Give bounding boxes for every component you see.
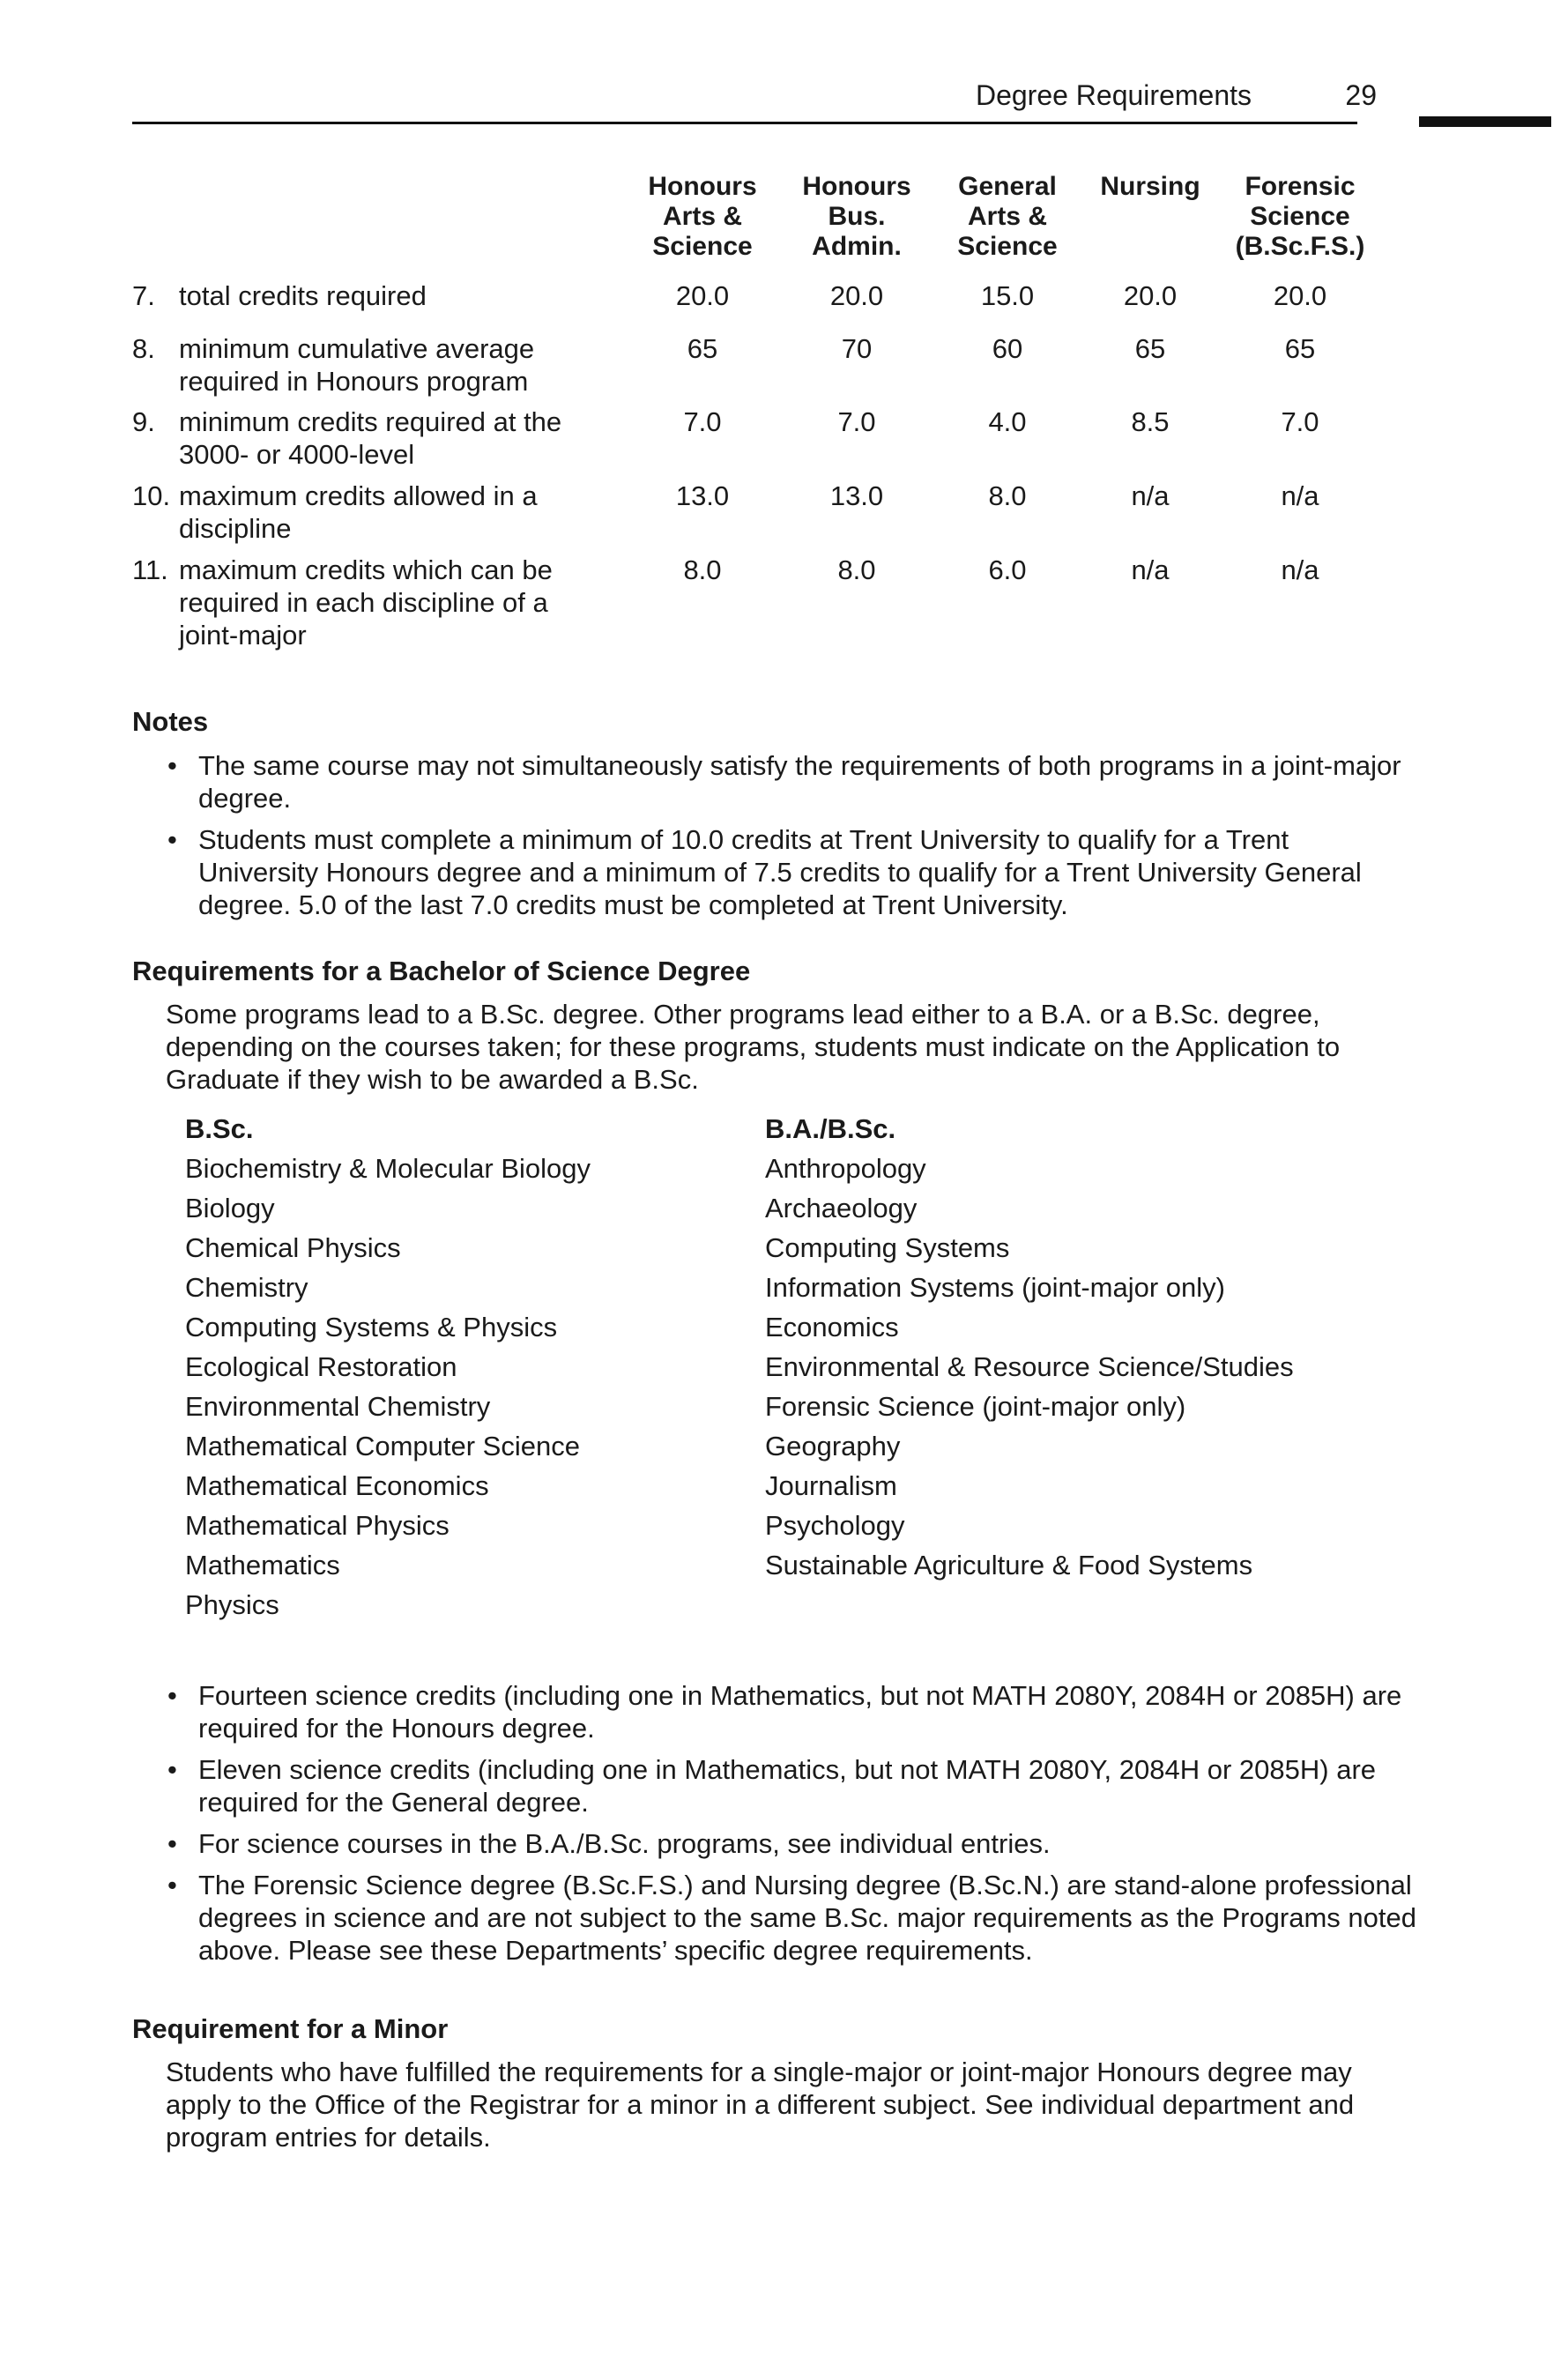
list-item: Archaeology [765, 1193, 918, 1223]
row-label: maximum credits allowed in a discipline [179, 480, 538, 544]
row-label: maximum credits which can be required in each discipline of a joint-major [179, 554, 553, 651]
minor-heading: Requirement for a Minor [132, 2013, 449, 2044]
row-number: 7. [132, 280, 155, 311]
header-tab-block [1419, 116, 1551, 127]
list-item: Mathematical Physics [185, 1510, 450, 1541]
bsc-program-list [185, 1112, 749, 1628]
bsc-note-text: For science courses in the B.A./B.Sc. programs, see individual entries. [198, 1828, 1051, 1859]
notes-list [132, 749, 1401, 930]
table-header [132, 172, 1419, 271]
table-cell: 60 [992, 333, 1023, 364]
table-row [132, 279, 1419, 332]
bsc-intro: Some programs lead to a B.Sc. degree. Other programs lead either to a B.A. or a B.Sc. degree, depending on the courses taken; for these programs, students must indicate on the Application to Graduate if they wish to be awarded a B.Sc. [166, 999, 1341, 1095]
bullet-icon: • [167, 1754, 177, 1785]
bullet-icon: • [167, 1828, 177, 1859]
list-item: Forensic Science (joint-major only) [765, 1391, 1186, 1422]
list-item [132, 1827, 1419, 1860]
bsc-list-heading: B.Sc. [185, 1113, 254, 1144]
column-header: Honours Arts & Science [648, 172, 757, 261]
row-label: minimum cumulative average required in Honours program [179, 333, 535, 397]
bullet-icon: • [167, 1870, 177, 1900]
list-item: Chemical Physics [185, 1232, 401, 1263]
bullet-icon: • [167, 824, 177, 855]
table-cell: 20.0 [675, 280, 730, 311]
table-row [132, 332, 1419, 405]
list-item: Biology [185, 1193, 275, 1223]
bsc-heading: Requirements for a Bachelor of Science Degree [132, 956, 751, 986]
column-header: Nursing [1100, 172, 1200, 201]
list-item: Mathematics [185, 1550, 340, 1580]
list-item: Environmental & Resource Science/Studies [765, 1351, 1294, 1382]
list-item [132, 749, 1401, 814]
list-item [132, 1679, 1419, 1744]
bsc-note-text: The Forensic Science degree (B.Sc.F.S.) and Nursing degree (B.Sc.N.) are stand-alone professional degrees in science and are not subject to the same B.Sc. major requirements as the Programs noted above. Please see these Departments’ specific degree requirements. [198, 1870, 1416, 1966]
list-item: Journalism [765, 1470, 897, 1501]
column-header: General Arts & Science [957, 172, 1058, 261]
row-label: total credits required [179, 280, 427, 311]
notes-heading: Notes [132, 706, 209, 737]
list-item: Geography [765, 1431, 901, 1461]
table-cell: 4.0 [988, 406, 1027, 437]
table-cell: 6.0 [988, 554, 1027, 585]
table-cell: 8.0 [988, 480, 1027, 511]
bsc-notes-list [132, 1679, 1419, 1975]
bsc-note-text: Fourteen science credits (including one in Mathematics, but not MATH 2080Y, 2084H or 2085H) are required for the Honours degree. [198, 1680, 1402, 1744]
table-cell: 65 [687, 333, 718, 364]
list-item: Information Systems (joint-major only) [765, 1272, 1225, 1303]
ba-bsc-program-list [765, 1112, 1400, 1588]
list-item [132, 1753, 1419, 1818]
list-item: Chemistry [185, 1272, 308, 1303]
running-header [132, 79, 1419, 123]
list-item: Environmental Chemistry [185, 1391, 491, 1422]
running-header-title: Degree Requirements [975, 79, 1252, 111]
table-cell: 20.0 [829, 280, 884, 311]
note-text: The same course may not simultaneously satisfy the requirements of both programs in a joint-major degree. [198, 750, 1401, 814]
requirements-table [132, 172, 1419, 659]
minor-text: Students who have fulfilled the requirements for a single-major or joint-major Honours degree may apply to the Office of the Registrar for a minor in a different subject. See individual department and program entries for details. [166, 2056, 1355, 2153]
table-cell: n/a [1131, 480, 1170, 511]
column-header: Forensic Science (B.Sc.F.S.) [1235, 172, 1365, 261]
bullet-icon: • [167, 1680, 177, 1711]
table-cell: 20.0 [1273, 280, 1327, 311]
list-item: Mathematical Computer Science [185, 1431, 580, 1461]
table-cell: 8.0 [683, 554, 722, 585]
list-item [132, 1869, 1419, 1967]
list-item: Sustainable Agriculture & Food Systems [765, 1550, 1253, 1580]
table-cell: 7.0 [683, 406, 722, 437]
page-number: 29 [1345, 79, 1377, 111]
row-label: minimum credits required at the 3000- or 4000-level [179, 406, 562, 470]
list-item: Ecological Restoration [185, 1351, 457, 1382]
note-text: Students must complete a minimum of 10.0 credits at Trent University to qualify for a Trent University Honours degree and a minimum of 7.5 credits to qualify for a Trent University General degree. 5.0 of the last 7.0 credits must be completed at Trent University. [198, 824, 1362, 920]
table-row [132, 405, 1419, 480]
list-item: Economics [765, 1312, 899, 1342]
row-number: 10. [132, 480, 171, 511]
table-cell: 70 [841, 333, 873, 364]
list-item: Psychology [765, 1510, 905, 1541]
table-cell: 15.0 [980, 280, 1035, 311]
table-cell: 13.0 [829, 480, 884, 511]
list-item: Physics [185, 1589, 279, 1620]
table-cell: 65 [1134, 333, 1166, 364]
table-cell: n/a [1131, 554, 1170, 585]
list-item: Biochemistry & Molecular Biology [185, 1153, 591, 1184]
list-item: Computing Systems & Physics [185, 1312, 558, 1342]
bsc-note-text: Eleven science credits (including one in Mathematics, but not MATH 2080Y, 2084H or 2085H) are required for the General degree. [198, 1754, 1377, 1818]
ba-bsc-list-heading: B.A./B.Sc. [765, 1113, 896, 1144]
table-row [132, 480, 1419, 554]
table-row [132, 554, 1419, 659]
column-header: Honours Bus. Admin. [802, 172, 911, 261]
table-cell: 7.0 [1281, 406, 1319, 437]
row-number: 8. [132, 333, 155, 364]
table-cell: 13.0 [675, 480, 730, 511]
table-cell: 8.5 [1131, 406, 1170, 437]
header-rule [132, 122, 1357, 124]
table-cell: 8.0 [837, 554, 876, 585]
list-item: Anthropology [765, 1153, 926, 1184]
bullet-icon: • [167, 750, 177, 781]
row-number: 9. [132, 406, 155, 437]
table-cell: n/a [1281, 554, 1319, 585]
list-item: Computing Systems [765, 1232, 1010, 1263]
table-cell: 65 [1284, 333, 1316, 364]
row-number: 11. [132, 554, 168, 585]
table-cell: 7.0 [837, 406, 876, 437]
list-item [132, 823, 1401, 921]
table-cell: 20.0 [1123, 280, 1178, 311]
table-cell: n/a [1281, 480, 1319, 511]
list-item: Mathematical Economics [185, 1470, 489, 1501]
